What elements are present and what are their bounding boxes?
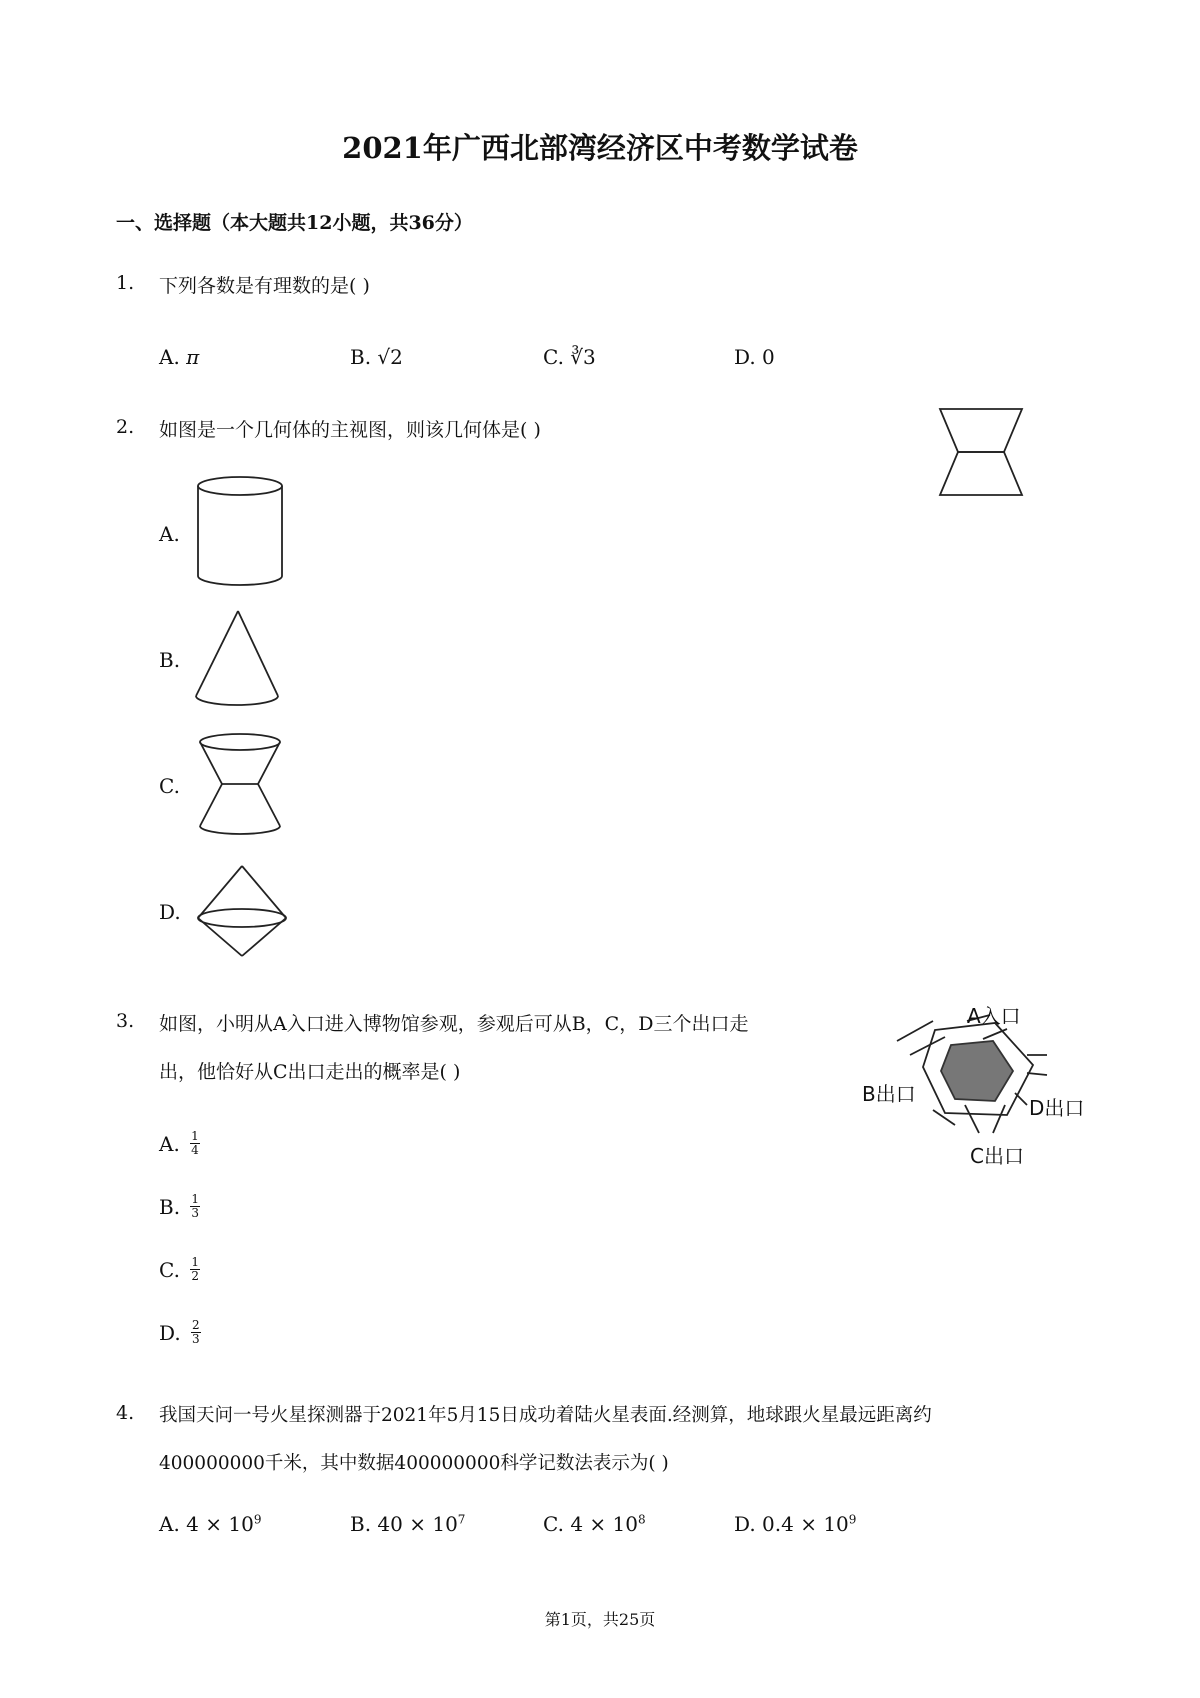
question-2-option-c-label: C. — [159, 774, 180, 798]
question-3-option-c: C. $\frac{1}{2}$ — [159, 1255, 199, 1283]
question-3-text-line-1: 如图，小明从A入口进入博物馆参观，参观后可从B，C，D三个出口走 — [159, 1013, 749, 1035]
page-footer: 第1页，共25页 — [544, 1610, 656, 1629]
page-title: 2021年广西北部湾经济区中考数学试卷 — [342, 131, 858, 165]
question-1-option-a: A. π — [159, 345, 200, 369]
section-heading: 一、选择题（本大题共12小题，共36分） — [116, 212, 473, 234]
question-3-option-a: A. $\frac{1}{4}$ — [159, 1129, 199, 1157]
question-3-option-d: D. $\frac{2}{3}$ — [159, 1318, 200, 1346]
question-2-option-d-label: D. — [159, 900, 181, 924]
double-frustum-figure — [194, 730, 286, 842]
question-4-option-a: A. $4 \times 10^9$ — [159, 1512, 262, 1536]
question-3-text-line-2: 出，他恰好从C出口走出的概率是( ) — [159, 1061, 461, 1083]
question-1-option-c: C. ∛3 — [543, 345, 596, 369]
question-2-number: 2. — [116, 416, 135, 438]
exit-b-label: B出口 — [862, 1082, 916, 1106]
question-4-option-b: B. $40 \times 10^7$ — [350, 1512, 466, 1536]
cylinder-figure — [194, 474, 286, 592]
cone-figure — [192, 608, 282, 714]
question-1-option-b: B. √2 — [350, 345, 403, 369]
question-4-text-line-1: 我国天问一号火星探测器于2021年5月15日成功着陆火星表面.经测算，地球跟火星最远距离约 — [159, 1405, 932, 1426]
question-4-option-c: C. $4 \times 10^8$ — [543, 1512, 646, 1536]
question-4-number: 4. — [116, 1402, 135, 1424]
question-2-text: 如图是一个几何体的主视图，则该几何体是( ) — [159, 419, 541, 441]
front-view-figure — [936, 405, 1028, 501]
question-2-option-b-label: B. — [159, 648, 181, 672]
question-1-number: 1. — [116, 272, 135, 294]
question-1-text: 下列各数是有理数的是( ) — [159, 275, 370, 297]
exit-c-label: C出口 — [970, 1144, 1024, 1168]
entrance-a-label: A入口 — [967, 1004, 1021, 1028]
question-1-option-d: D. 0 — [734, 345, 775, 369]
question-4-option-d: D. $0.4 \times 10^9$ — [734, 1512, 857, 1536]
question-3-number: 3. — [116, 1010, 135, 1032]
question-2-option-a-label: A. — [159, 522, 180, 546]
double-cone-figure — [194, 862, 290, 962]
exit-d-label: D出口 — [1029, 1096, 1085, 1120]
question-3-option-b: B. $\frac{1}{3}$ — [159, 1192, 200, 1220]
question-4-text-line-2: 400000000千米，其中数据400000000科学记数法表示为( ) — [159, 1453, 669, 1474]
